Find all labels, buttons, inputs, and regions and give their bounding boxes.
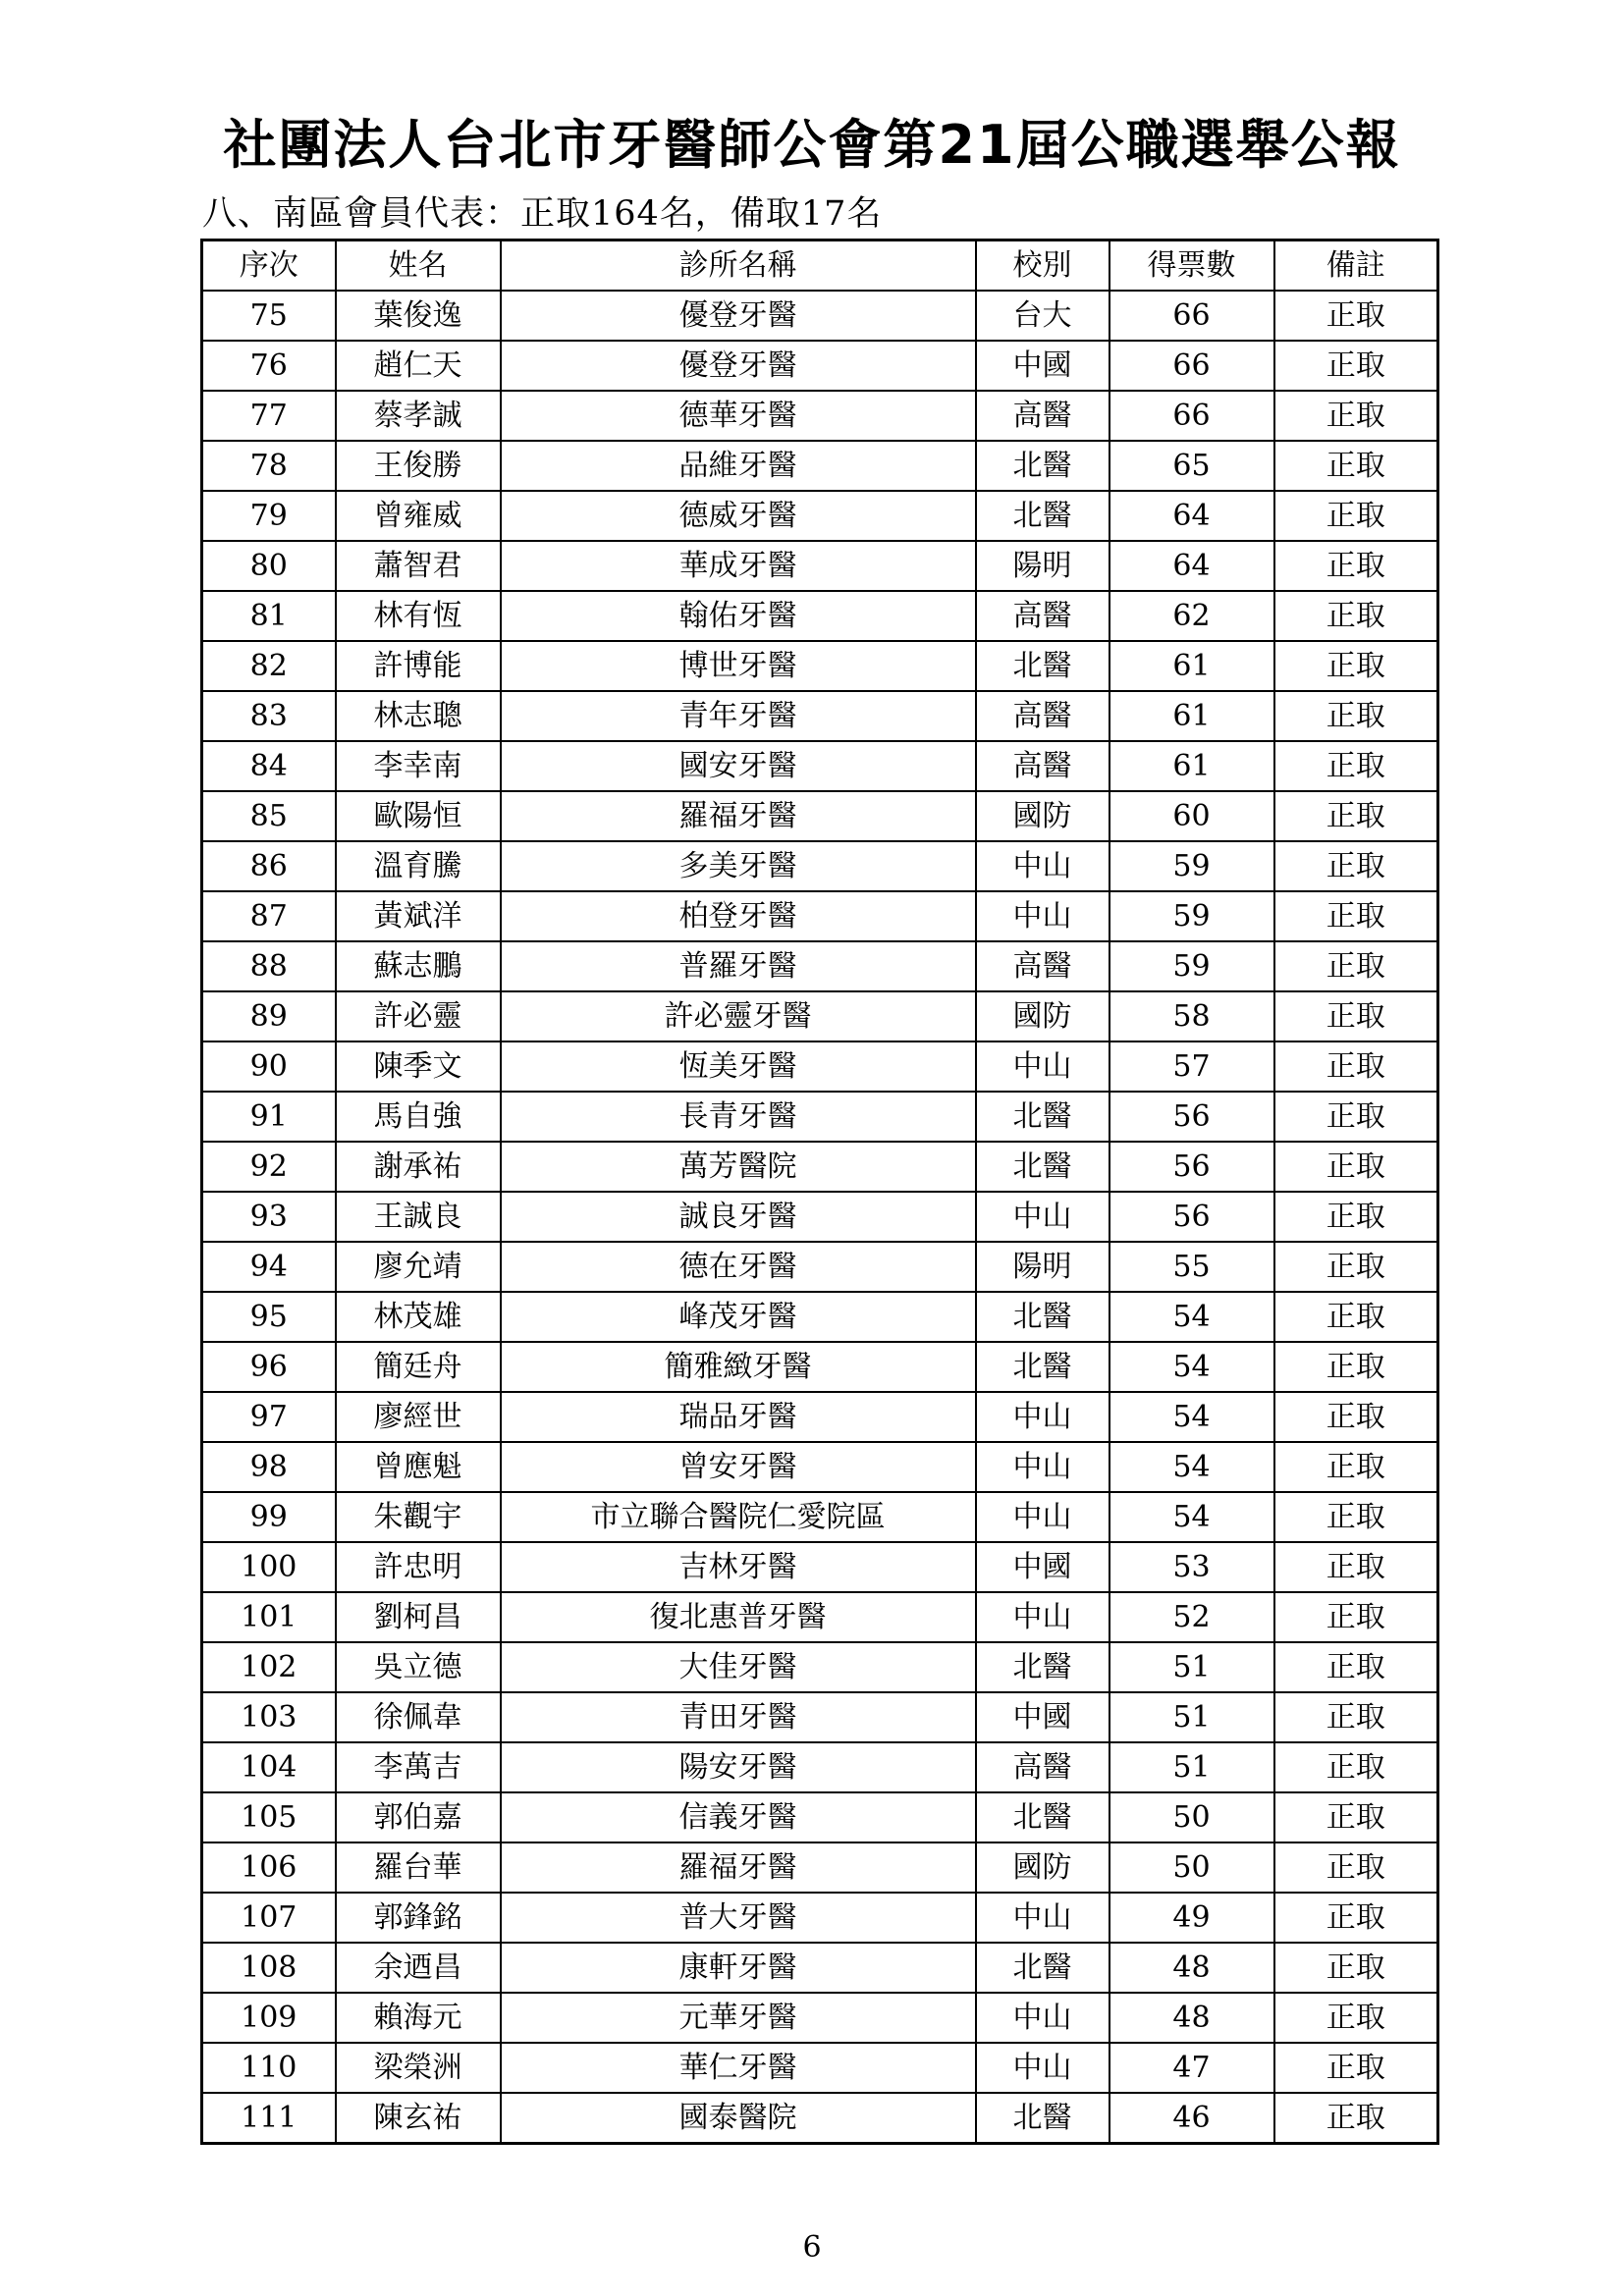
cell-votes: 66 <box>1110 341 1274 391</box>
table-row <box>202 491 1438 541</box>
cell-school: 高醫 <box>976 741 1110 791</box>
cell-order: 83 <box>202 691 336 741</box>
cell-remarks: 正取 <box>1274 1492 1438 1542</box>
cell-remarks: 正取 <box>1274 1792 1438 1842</box>
cell-name: 王俊勝 <box>336 441 501 491</box>
cell-remarks: 正取 <box>1274 641 1438 691</box>
cell-name: 許忠明 <box>336 1542 501 1592</box>
cell-clinic: 市立聯合醫院仁愛院區 <box>501 1492 976 1542</box>
cell-order: 106 <box>202 1842 336 1893</box>
cell-school: 高醫 <box>976 591 1110 641</box>
cell-votes: 54 <box>1110 1392 1274 1442</box>
cell-remarks: 正取 <box>1274 1442 1438 1492</box>
cell-school: 北醫 <box>976 1292 1110 1342</box>
table-row <box>202 1442 1438 1492</box>
cell-clinic: 許必靈牙醫 <box>501 991 976 1041</box>
cell-clinic: 優登牙醫 <box>501 341 976 391</box>
table-row <box>202 1041 1438 1092</box>
table-row <box>202 591 1438 641</box>
table-row <box>202 391 1438 441</box>
cell-school: 北醫 <box>976 1342 1110 1392</box>
table-row <box>202 691 1438 741</box>
cell-school: 高醫 <box>976 391 1110 441</box>
table-row <box>202 1842 1438 1893</box>
cell-clinic: 品維牙醫 <box>501 441 976 491</box>
cell-clinic: 曾安牙醫 <box>501 1442 976 1492</box>
table-row <box>202 1142 1438 1192</box>
header-votes: 得票數 <box>1110 240 1274 292</box>
table-row <box>202 941 1438 991</box>
cell-remarks: 正取 <box>1274 391 1438 441</box>
cell-remarks: 正取 <box>1274 1943 1438 1993</box>
cell-name: 蔡孝誠 <box>336 391 501 441</box>
cell-remarks: 正取 <box>1274 291 1438 341</box>
cell-name: 郭伯嘉 <box>336 1792 501 1842</box>
cell-school: 國防 <box>976 991 1110 1041</box>
cell-name: 溫育騰 <box>336 841 501 891</box>
cell-clinic: 華成牙醫 <box>501 541 976 591</box>
cell-votes: 60 <box>1110 791 1274 841</box>
cell-name: 許博能 <box>336 641 501 691</box>
cell-votes: 50 <box>1110 1842 1274 1893</box>
cell-name: 曾雍威 <box>336 491 501 541</box>
cell-votes: 51 <box>1110 1692 1274 1742</box>
cell-order: 109 <box>202 1993 336 2043</box>
header-row <box>202 240 1438 292</box>
cell-votes: 57 <box>1110 1041 1274 1092</box>
table-body <box>202 291 1438 2144</box>
cell-votes: 50 <box>1110 1792 1274 1842</box>
cell-order: 104 <box>202 1742 336 1792</box>
cell-votes: 54 <box>1110 1442 1274 1492</box>
cell-order: 102 <box>202 1642 336 1692</box>
cell-clinic: 長青牙醫 <box>501 1092 976 1142</box>
cell-remarks: 正取 <box>1274 1842 1438 1893</box>
table-row <box>202 1242 1438 1292</box>
cell-order: 85 <box>202 791 336 841</box>
table-row <box>202 1642 1438 1692</box>
cell-school: 中國 <box>976 341 1110 391</box>
cell-order: 100 <box>202 1542 336 1592</box>
cell-clinic: 柏登牙醫 <box>501 891 976 941</box>
cell-order: 101 <box>202 1592 336 1642</box>
cell-votes: 59 <box>1110 891 1274 941</box>
cell-remarks: 正取 <box>1274 1242 1438 1292</box>
section-subtitle: 八、南區會員代表：正取164名，備取17名 <box>202 194 883 234</box>
cell-name: 陳季文 <box>336 1041 501 1092</box>
table-header <box>202 240 1438 292</box>
table-row <box>202 1893 1438 1943</box>
cell-order: 82 <box>202 641 336 691</box>
cell-clinic: 優登牙醫 <box>501 291 976 341</box>
cell-order: 98 <box>202 1442 336 1492</box>
cell-votes: 61 <box>1110 691 1274 741</box>
cell-remarks: 正取 <box>1274 2093 1438 2144</box>
cell-remarks: 正取 <box>1274 1592 1438 1642</box>
cell-order: 105 <box>202 1792 336 1842</box>
cell-name: 許必靈 <box>336 991 501 1041</box>
table-row <box>202 541 1438 591</box>
cell-name: 李萬吉 <box>336 1742 501 1792</box>
cell-name: 廖允靖 <box>336 1242 501 1292</box>
table-row <box>202 1092 1438 1142</box>
cell-order: 80 <box>202 541 336 591</box>
cell-votes: 62 <box>1110 591 1274 641</box>
cell-school: 中山 <box>976 2043 1110 2093</box>
cell-votes: 58 <box>1110 991 1274 1041</box>
cell-name: 黃斌洋 <box>336 891 501 941</box>
cell-school: 台大 <box>976 291 1110 341</box>
cell-order: 81 <box>202 591 336 641</box>
cell-name: 李幸南 <box>336 741 501 791</box>
cell-clinic: 青年牙醫 <box>501 691 976 741</box>
cell-remarks: 正取 <box>1274 1292 1438 1342</box>
cell-remarks: 正取 <box>1274 1993 1438 2043</box>
cell-votes: 64 <box>1110 541 1274 591</box>
table-row <box>202 1592 1438 1642</box>
cell-votes: 64 <box>1110 491 1274 541</box>
cell-order: 84 <box>202 741 336 791</box>
cell-school: 中國 <box>976 1692 1110 1742</box>
cell-order: 95 <box>202 1292 336 1342</box>
cell-clinic: 元華牙醫 <box>501 1993 976 2043</box>
cell-clinic: 博世牙醫 <box>501 641 976 691</box>
page-number: 6 <box>802 2230 822 2265</box>
cell-remarks: 正取 <box>1274 841 1438 891</box>
cell-clinic: 羅福牙醫 <box>501 1842 976 1893</box>
cell-school: 中山 <box>976 1392 1110 1442</box>
cell-remarks: 正取 <box>1274 1642 1438 1692</box>
cell-school: 陽明 <box>976 541 1110 591</box>
cell-remarks: 正取 <box>1274 991 1438 1041</box>
table-row <box>202 2043 1438 2093</box>
cell-order: 91 <box>202 1092 336 1142</box>
cell-remarks: 正取 <box>1274 791 1438 841</box>
cell-school: 中山 <box>976 1993 1110 2043</box>
cell-clinic: 德華牙醫 <box>501 391 976 441</box>
cell-clinic: 陽安牙醫 <box>501 1742 976 1792</box>
cell-order: 87 <box>202 891 336 941</box>
cell-order: 90 <box>202 1041 336 1092</box>
cell-votes: 47 <box>1110 2043 1274 2093</box>
cell-clinic: 翰佑牙醫 <box>501 591 976 641</box>
cell-votes: 66 <box>1110 291 1274 341</box>
cell-remarks: 正取 <box>1274 1542 1438 1592</box>
cell-order: 93 <box>202 1192 336 1242</box>
cell-clinic: 簡雅緻牙醫 <box>501 1342 976 1392</box>
table-row <box>202 1342 1438 1392</box>
cell-clinic: 國泰醫院 <box>501 2093 976 2144</box>
cell-school: 中山 <box>976 1592 1110 1642</box>
cell-votes: 46 <box>1110 2093 1274 2144</box>
cell-clinic: 信義牙醫 <box>501 1792 976 1842</box>
cell-clinic: 德在牙醫 <box>501 1242 976 1292</box>
table-row <box>202 1292 1438 1342</box>
cell-school: 中山 <box>976 1492 1110 1542</box>
cell-votes: 55 <box>1110 1242 1274 1292</box>
cell-school: 北醫 <box>976 441 1110 491</box>
cell-order: 108 <box>202 1943 336 1993</box>
cell-order: 77 <box>202 391 336 441</box>
cell-school: 北醫 <box>976 1642 1110 1692</box>
cell-school: 北醫 <box>976 1943 1110 1993</box>
cell-remarks: 正取 <box>1274 591 1438 641</box>
cell-name: 簡廷舟 <box>336 1342 501 1392</box>
cell-school: 中山 <box>976 1442 1110 1492</box>
cell-school: 中山 <box>976 1041 1110 1092</box>
cell-votes: 48 <box>1110 1993 1274 2043</box>
cell-name: 梁榮洲 <box>336 2043 501 2093</box>
table-row <box>202 2093 1438 2144</box>
cell-clinic: 誠良牙醫 <box>501 1192 976 1242</box>
cell-school: 國防 <box>976 791 1110 841</box>
cell-name: 羅台華 <box>336 1842 501 1893</box>
cell-name: 林有恆 <box>336 591 501 641</box>
cell-school: 北醫 <box>976 491 1110 541</box>
cell-remarks: 正取 <box>1274 1392 1438 1442</box>
cell-clinic: 華仁牙醫 <box>501 2043 976 2093</box>
cell-votes: 61 <box>1110 741 1274 791</box>
table-row <box>202 1742 1438 1792</box>
table-row <box>202 1192 1438 1242</box>
table-row <box>202 791 1438 841</box>
cell-order: 97 <box>202 1392 336 1442</box>
cell-order: 78 <box>202 441 336 491</box>
cell-votes: 54 <box>1110 1492 1274 1542</box>
table-row <box>202 1692 1438 1742</box>
cell-order: 110 <box>202 2043 336 2093</box>
cell-name: 余迺昌 <box>336 1943 501 1993</box>
cell-name: 林志聰 <box>336 691 501 741</box>
cell-votes: 54 <box>1110 1342 1274 1392</box>
cell-name: 朱觀宇 <box>336 1492 501 1542</box>
cell-school: 中山 <box>976 891 1110 941</box>
results-table <box>200 239 1439 2145</box>
cell-name: 吳立德 <box>336 1642 501 1692</box>
header-name: 姓名 <box>336 240 501 292</box>
document-title: 社團法人台北市牙醫師公會第21屆公職選舉公報 <box>223 114 1401 176</box>
table-row <box>202 291 1438 341</box>
cell-order: 79 <box>202 491 336 541</box>
table-row <box>202 1492 1438 1542</box>
cell-name: 謝承祐 <box>336 1142 501 1192</box>
cell-name: 馬自強 <box>336 1092 501 1142</box>
cell-school: 北醫 <box>976 641 1110 691</box>
table-row <box>202 841 1438 891</box>
cell-school: 中山 <box>976 841 1110 891</box>
table-row <box>202 741 1438 791</box>
cell-order: 107 <box>202 1893 336 1943</box>
table-row <box>202 1792 1438 1842</box>
cell-remarks: 正取 <box>1274 2043 1438 2093</box>
cell-votes: 53 <box>1110 1542 1274 1592</box>
cell-order: 89 <box>202 991 336 1041</box>
cell-remarks: 正取 <box>1274 891 1438 941</box>
cell-clinic: 恆美牙醫 <box>501 1041 976 1092</box>
cell-school: 北醫 <box>976 1792 1110 1842</box>
table-row <box>202 341 1438 391</box>
table-row <box>202 1993 1438 2043</box>
cell-remarks: 正取 <box>1274 941 1438 991</box>
cell-order: 94 <box>202 1242 336 1292</box>
cell-order: 88 <box>202 941 336 991</box>
cell-remarks: 正取 <box>1274 741 1438 791</box>
cell-votes: 59 <box>1110 941 1274 991</box>
cell-remarks: 正取 <box>1274 691 1438 741</box>
cell-order: 86 <box>202 841 336 891</box>
cell-remarks: 正取 <box>1274 441 1438 491</box>
header-clinic: 診所名稱 <box>501 240 976 292</box>
header-school: 校別 <box>976 240 1110 292</box>
table-row <box>202 891 1438 941</box>
cell-votes: 49 <box>1110 1893 1274 1943</box>
cell-school: 高醫 <box>976 1742 1110 1792</box>
cell-school: 高醫 <box>976 691 1110 741</box>
cell-school: 北醫 <box>976 1142 1110 1192</box>
table-row <box>202 1943 1438 1993</box>
table-row <box>202 1542 1438 1592</box>
cell-name: 郭鋒銘 <box>336 1893 501 1943</box>
cell-school: 陽明 <box>976 1242 1110 1292</box>
cell-remarks: 正取 <box>1274 341 1438 391</box>
table-row <box>202 991 1438 1041</box>
cell-remarks: 正取 <box>1274 1041 1438 1092</box>
cell-name: 歐陽恒 <box>336 791 501 841</box>
cell-remarks: 正取 <box>1274 1092 1438 1142</box>
cell-name: 王誠良 <box>336 1192 501 1242</box>
cell-votes: 56 <box>1110 1192 1274 1242</box>
cell-votes: 54 <box>1110 1292 1274 1342</box>
table-row <box>202 1392 1438 1442</box>
cell-school: 中山 <box>976 1192 1110 1242</box>
cell-name: 曾應魁 <box>336 1442 501 1492</box>
cell-clinic: 德威牙醫 <box>501 491 976 541</box>
cell-clinic: 復北惠普牙醫 <box>501 1592 976 1642</box>
cell-clinic: 瑞品牙醫 <box>501 1392 976 1442</box>
cell-votes: 59 <box>1110 841 1274 891</box>
cell-votes: 56 <box>1110 1142 1274 1192</box>
cell-remarks: 正取 <box>1274 1692 1438 1742</box>
cell-remarks: 正取 <box>1274 1342 1438 1392</box>
cell-votes: 65 <box>1110 441 1274 491</box>
cell-clinic: 普羅牙醫 <box>501 941 976 991</box>
cell-order: 75 <box>202 291 336 341</box>
cell-school: 中山 <box>976 1893 1110 1943</box>
cell-order: 76 <box>202 341 336 391</box>
cell-clinic: 康軒牙醫 <box>501 1943 976 1993</box>
cell-name: 徐佩韋 <box>336 1692 501 1742</box>
cell-votes: 61 <box>1110 641 1274 691</box>
cell-clinic: 萬芳醫院 <box>501 1142 976 1192</box>
cell-votes: 51 <box>1110 1642 1274 1692</box>
cell-name: 蕭智君 <box>336 541 501 591</box>
cell-remarks: 正取 <box>1274 1192 1438 1242</box>
cell-school: 北醫 <box>976 1092 1110 1142</box>
header-order: 序次 <box>202 240 336 292</box>
cell-name: 陳玄祐 <box>336 2093 501 2144</box>
cell-votes: 48 <box>1110 1943 1274 1993</box>
cell-name: 趙仁天 <box>336 341 501 391</box>
cell-clinic: 普大牙醫 <box>501 1893 976 1943</box>
cell-order: 92 <box>202 1142 336 1192</box>
cell-name: 林茂雄 <box>336 1292 501 1342</box>
cell-clinic: 多美牙醫 <box>501 841 976 891</box>
cell-school: 高醫 <box>976 941 1110 991</box>
cell-clinic: 青田牙醫 <box>501 1692 976 1742</box>
table-row <box>202 441 1438 491</box>
cell-votes: 51 <box>1110 1742 1274 1792</box>
cell-name: 賴海元 <box>336 1993 501 2043</box>
cell-order: 96 <box>202 1342 336 1392</box>
table-row <box>202 641 1438 691</box>
cell-clinic: 峰茂牙醫 <box>501 1292 976 1342</box>
cell-school: 國防 <box>976 1842 1110 1893</box>
cell-school: 北醫 <box>976 2093 1110 2144</box>
header-remarks: 備註 <box>1274 240 1438 292</box>
cell-name: 葉俊逸 <box>336 291 501 341</box>
cell-votes: 56 <box>1110 1092 1274 1142</box>
cell-name: 廖經世 <box>336 1392 501 1442</box>
cell-remarks: 正取 <box>1274 1142 1438 1192</box>
cell-remarks: 正取 <box>1274 1893 1438 1943</box>
cell-votes: 52 <box>1110 1592 1274 1642</box>
cell-clinic: 吉林牙醫 <box>501 1542 976 1592</box>
cell-remarks: 正取 <box>1274 491 1438 541</box>
cell-remarks: 正取 <box>1274 1742 1438 1792</box>
cell-order: 99 <box>202 1492 336 1542</box>
cell-name: 蘇志鵬 <box>336 941 501 991</box>
cell-order: 111 <box>202 2093 336 2144</box>
cell-votes: 66 <box>1110 391 1274 441</box>
cell-clinic: 大佳牙醫 <box>501 1642 976 1692</box>
cell-name: 劉柯昌 <box>336 1592 501 1642</box>
cell-school: 中國 <box>976 1542 1110 1592</box>
cell-remarks: 正取 <box>1274 541 1438 591</box>
cell-order: 103 <box>202 1692 336 1742</box>
cell-clinic: 國安牙醫 <box>501 741 976 791</box>
cell-clinic: 羅福牙醫 <box>501 791 976 841</box>
